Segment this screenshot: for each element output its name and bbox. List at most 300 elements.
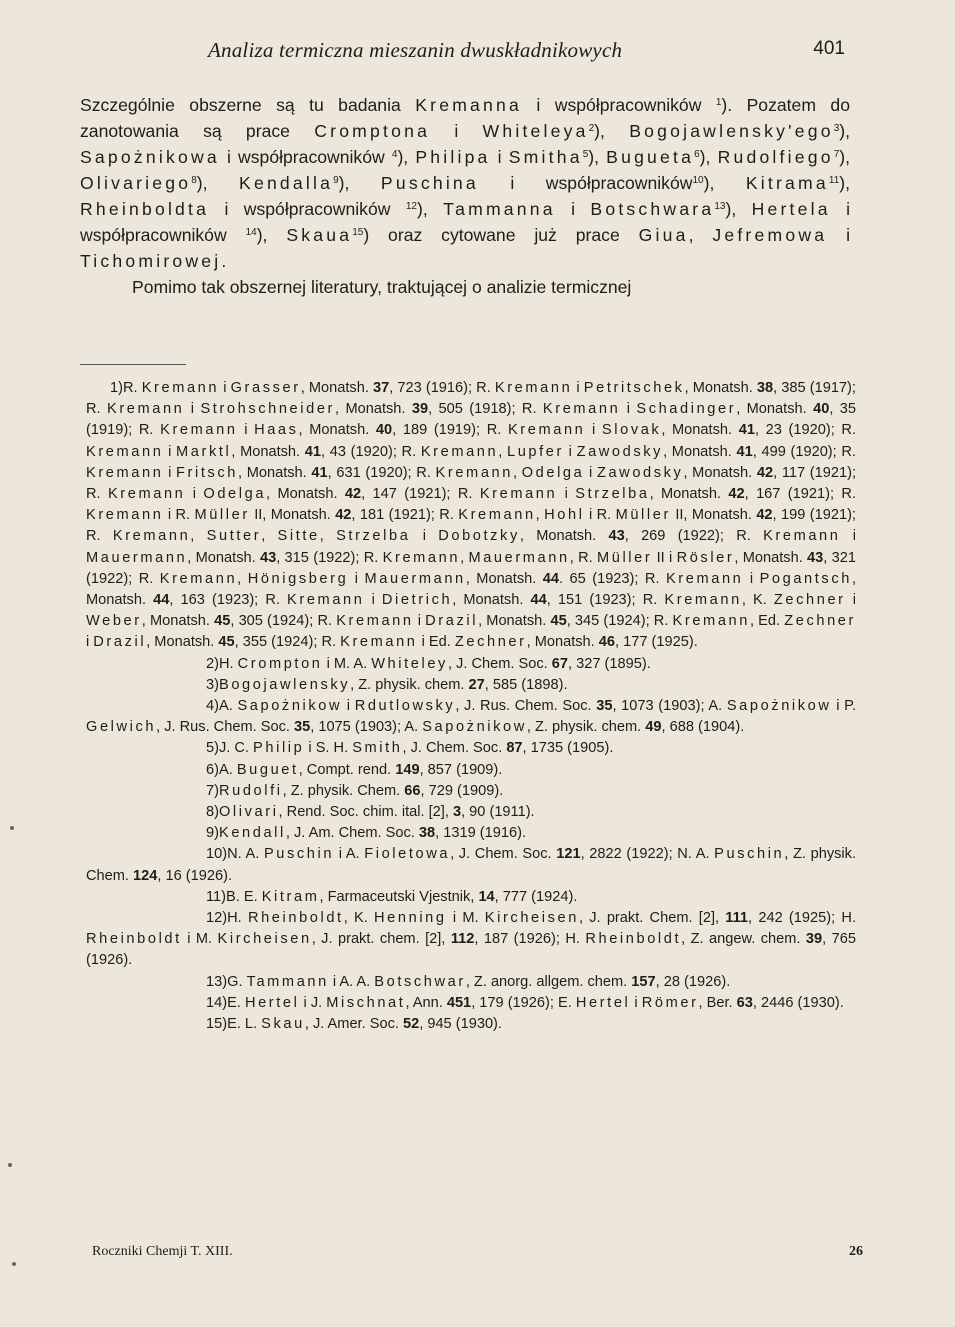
text-run: , Monatsh. <box>335 401 412 418</box>
text-run: , Monatsh. <box>298 422 376 439</box>
text-run: E. L. <box>227 1016 262 1033</box>
volume-number: 157 <box>631 973 656 990</box>
text-run: , 199 (1921); R. <box>86 507 856 545</box>
author-name: Kremann <box>86 507 164 524</box>
volume-number: 44 <box>153 592 170 609</box>
author-name: Mischnat <box>326 994 406 1011</box>
author-name: Kremann <box>106 401 185 418</box>
text-run: i <box>184 401 201 418</box>
author-name: Kircheisen <box>484 910 579 927</box>
text-run: , Monatsh. <box>187 549 260 566</box>
author-name: Kremann <box>340 634 418 651</box>
author-name: Mauermann <box>86 549 188 566</box>
footnote-ref: 9 <box>333 175 339 186</box>
text-run: , Monatsh. <box>683 464 757 481</box>
text-run: ), <box>196 173 240 193</box>
text-run: H. <box>227 910 248 927</box>
author-name: Skaua <box>286 225 353 245</box>
footnote-ref: 11 <box>828 175 840 186</box>
footnote-marker: 7) <box>206 782 219 799</box>
footnote <box>86 972 856 993</box>
text-run: ), <box>839 121 850 141</box>
volume-number: 35 <box>596 698 613 715</box>
footnote-separator <box>80 364 186 365</box>
footnote <box>86 1014 856 1035</box>
text-run: , 585 (1898). <box>484 676 568 693</box>
footnote <box>86 654 856 675</box>
author-name: Hertel <box>575 994 631 1011</box>
author-name: Odelga <box>203 486 267 503</box>
author-name: Puschina <box>380 173 479 193</box>
author-name: Hönigsberg <box>247 570 349 587</box>
text-run: , <box>460 549 469 566</box>
author-name: Zawodsky <box>596 464 684 481</box>
author-name: Zechner <box>773 592 846 609</box>
journal-name: Roczniki Chemji T. XIII. <box>92 1244 233 1259</box>
text-run: , 16 (1926). <box>157 867 233 884</box>
text-run: , Monatsh. <box>684 380 757 396</box>
text-run: , Monatsh. <box>146 634 219 651</box>
text-run: ), <box>839 147 850 167</box>
author-name: Kremann <box>672 613 750 630</box>
author-name: Sutter <box>206 528 262 545</box>
volume-number: 42 <box>344 486 362 503</box>
author-name: Kremann <box>494 380 573 396</box>
text-run: ), <box>397 147 416 167</box>
footnote-ref: 5 <box>582 149 589 160</box>
footnote-marker: 10) <box>206 846 228 863</box>
volume-number: 43 <box>259 549 277 566</box>
author-name: Kremann <box>141 380 220 396</box>
author-name: Philipa <box>415 147 491 167</box>
volume-number: 43 <box>608 528 625 545</box>
text-run: , Monatsh. <box>300 380 373 396</box>
text-run: i <box>630 994 642 1011</box>
text-run: , 242 (1925); H. <box>748 910 856 927</box>
text-run: , <box>688 225 713 245</box>
author-name: Jefremowa <box>712 225 828 245</box>
author-name: Rheinboldt <box>247 910 344 927</box>
volume-number: 35 <box>293 719 311 736</box>
text-run: , Ann. <box>405 994 447 1011</box>
text-run: E. <box>227 994 245 1011</box>
author-name: Dobotzky <box>438 528 520 545</box>
author-name: Buguet <box>236 761 299 778</box>
author-name: Sitte <box>277 528 320 545</box>
author-name: Rudolfiego <box>717 147 834 167</box>
volume-number: 124 <box>133 867 158 884</box>
text-run: , <box>237 570 248 587</box>
author-name: Kremanna <box>415 95 522 115</box>
text-run: , 189 (1919); R. <box>392 422 508 439</box>
author-name: Rheinboldt <box>585 931 682 948</box>
volume-number: 121 <box>556 846 581 863</box>
text-run: , 1075 (1903); A. <box>310 719 423 736</box>
author-name: Kremann <box>287 592 365 609</box>
author-name: Hertel <box>244 994 300 1011</box>
text-run: , J. Rus. Chem. Soc. <box>455 698 597 715</box>
author-name: Slovak <box>601 422 662 439</box>
text-run: . 65 (1923); R. <box>559 570 666 587</box>
text-run: , J. Am. Chem. Soc. <box>285 825 419 842</box>
text-run: G. <box>227 973 247 990</box>
author-name: Bogojawlensky <box>218 676 351 693</box>
text-run: , 43 (1920); R. <box>321 443 421 460</box>
text-run: i R. <box>163 507 195 524</box>
author-name: Kitram <box>261 888 320 905</box>
author-name: Philip <box>253 740 305 757</box>
footnote <box>86 993 856 1014</box>
author-name: Gelwich <box>86 719 157 736</box>
footnote <box>86 696 856 738</box>
text-run: , <box>190 528 207 545</box>
text-run: , Ber. <box>698 994 737 1011</box>
footnote <box>86 802 856 823</box>
volume-number: 38 <box>418 825 436 842</box>
text-run: , Z. physik. chem. <box>350 676 469 693</box>
author-name: Olivari <box>218 804 279 821</box>
volume-number: 66 <box>404 782 421 799</box>
volume-number: 41 <box>738 422 755 439</box>
volume-number: 42 <box>728 486 745 503</box>
footnote-marker: 6) <box>206 761 219 778</box>
text-run: ), <box>703 173 746 193</box>
text-run: , Z. physik. Chem. <box>86 846 857 884</box>
author-name: Hohl <box>544 507 585 524</box>
author-name: Botschwar <box>374 973 466 990</box>
text-run: , 315 (1922); R. <box>276 549 383 566</box>
volume-number: 46 <box>598 634 616 651</box>
footnotes <box>86 378 856 1035</box>
author-name: Kendalla <box>239 173 334 193</box>
footnote-marker: 2) <box>206 655 219 672</box>
footnote-marker: 5) <box>206 740 219 757</box>
footnote-ref: 12 <box>405 201 417 212</box>
text-run: , 355 (1924); R. <box>234 634 341 651</box>
text-run: i S. H. <box>304 740 353 757</box>
text-run: ), <box>699 147 718 167</box>
author-name: Müller <box>615 507 671 524</box>
author-name: Henning <box>374 910 447 927</box>
text-run: i M. <box>181 931 218 948</box>
footnote <box>86 781 856 802</box>
text-run: ), <box>588 147 607 167</box>
text-run: i <box>348 570 365 587</box>
author-name: Puschin <box>714 846 785 863</box>
text-run: , 90 (1911). <box>461 804 535 821</box>
author-name: Zechner <box>454 634 527 651</box>
text-run: i współpracowników <box>478 173 693 193</box>
text-run: , Monatsh. <box>266 486 345 503</box>
author-name: Kitrama <box>745 173 829 193</box>
author-name: Smitha <box>508 147 583 167</box>
text-run: , 147 (1921); R. <box>361 486 480 503</box>
text-run: , 1735 (1905). <box>522 740 614 757</box>
text-run: , 187 (1926); H. <box>474 931 586 948</box>
footnote-marker: 12) <box>206 910 228 927</box>
text-run: , 177 (1925). <box>615 634 698 651</box>
author-name: Mauermann <box>364 570 466 587</box>
volume-number: 39 <box>411 401 429 418</box>
volume-number: 42 <box>335 507 352 524</box>
text-run: . <box>221 251 227 271</box>
author-name: Fritsch <box>176 464 238 481</box>
footnote-marker: 8) <box>206 804 219 821</box>
sheet-number: 26 <box>849 1244 863 1259</box>
footnote <box>86 887 856 908</box>
text-run: , R. <box>569 549 597 566</box>
text-run: , Ed. <box>749 613 785 630</box>
text-run: i A. <box>334 846 365 863</box>
text-run: , Monatsh. <box>478 613 551 630</box>
footnote-marker: 3) <box>206 676 219 693</box>
text-run: , 385 (1917); R. <box>86 380 856 418</box>
footnote-marker: 15) <box>206 1016 228 1033</box>
footnote-marker: 1) <box>110 380 123 396</box>
author-name: Cromptona <box>314 121 431 141</box>
footnote <box>86 378 856 654</box>
author-name: Haas <box>254 422 299 439</box>
footnote <box>86 760 856 781</box>
text-run: i <box>555 199 591 219</box>
volume-number: 37 <box>372 380 390 396</box>
volume-number: 41 <box>736 443 753 460</box>
text-run: i M. <box>446 910 485 927</box>
author-name: Kremann <box>336 613 414 630</box>
author-name: Petritschek <box>583 380 685 396</box>
text-run: ), <box>594 121 630 141</box>
author-name: Strzelba <box>575 486 650 503</box>
author-name: Botschwara <box>590 199 715 219</box>
text-run: , Monatsh. <box>526 634 599 651</box>
text-run: , Monatsh. <box>661 422 739 439</box>
text-run: , 167 (1921); R. <box>744 486 856 503</box>
text-run: N. A. <box>227 846 264 863</box>
volume-number: 41 <box>311 464 328 481</box>
author-name: Rheinboldt <box>86 931 182 948</box>
paragraph <box>80 92 850 274</box>
footnote-ref: 15 <box>352 227 364 238</box>
page-number: 401 <box>813 38 845 59</box>
author-name: Olivariego <box>80 173 192 193</box>
author-name: Sapożnikow <box>237 698 343 715</box>
page-header <box>80 38 845 68</box>
text-run: i współpracowników <box>522 95 716 115</box>
text-run: i <box>557 486 576 503</box>
text-run: i <box>185 486 204 503</box>
scan-speck <box>10 826 14 830</box>
text-run: , Z. physik. Chem. <box>282 782 405 799</box>
text-run: i <box>584 464 597 481</box>
text-run: , J. prakt. chem. [2], <box>311 931 451 948</box>
author-name: Rudolfi <box>218 782 283 799</box>
text-run: , Z. anorg. allgem. chem. <box>465 973 632 990</box>
volume-number: 87 <box>506 740 523 757</box>
author-name: Kremann <box>420 443 499 460</box>
author-name: Strzelba <box>336 528 411 545</box>
text-run: , 857 (1909). <box>419 761 503 778</box>
scan-speck <box>8 1163 12 1167</box>
scan-speck <box>12 1262 16 1266</box>
footnote-ref: 2 <box>588 123 595 134</box>
author-name: Crompton <box>237 655 323 672</box>
author-name: Römer <box>641 994 699 1011</box>
text-run: R. <box>122 380 142 396</box>
footnote-ref: 7 <box>833 149 840 160</box>
text-run: , 777 (1924). <box>494 888 578 905</box>
author-name: Whiteley <box>371 655 448 672</box>
volume-number: 43 <box>807 549 824 566</box>
text-run: , Z. physik. chem. <box>526 719 646 736</box>
author-name: Tammann <box>246 973 329 990</box>
text-run: , 181 (1921); R. <box>351 507 459 524</box>
author-name: Kremann <box>542 401 621 418</box>
text-run: i Ed. <box>417 634 455 651</box>
footnote-marker: 9) <box>206 825 219 842</box>
volume-number: 67 <box>551 655 568 672</box>
author-name: Rdutlowsky <box>354 698 456 715</box>
text-run: , Farmaceutski Vjestnik, <box>319 888 479 905</box>
text-run: i <box>620 401 637 418</box>
text-run: i A. A. <box>328 973 375 990</box>
text-run: i <box>219 380 231 396</box>
author-name: Sapożnikow <box>726 698 832 715</box>
text-run: i współpracowników <box>219 147 392 167</box>
page-footer <box>92 1244 863 1266</box>
author-name: Skau <box>261 1016 305 1033</box>
footnote-ref: 6 <box>694 149 700 160</box>
volume-number: 14 <box>478 888 495 905</box>
author-name: Fioletowa <box>364 846 451 863</box>
author-name: Müller <box>194 507 250 524</box>
text-run: i <box>163 464 176 481</box>
text-run: i współpracowników <box>80 199 851 245</box>
text-run: i <box>86 634 94 651</box>
text-run: , K. <box>343 910 375 927</box>
text-run: , 345 (1924); R. <box>566 613 673 630</box>
text-run: A. <box>218 698 238 715</box>
text-run: , 505 (1918); R. <box>428 401 543 418</box>
footnote-marker: 14) <box>206 994 228 1011</box>
text-run: , J. Chem. Soc. <box>447 655 552 672</box>
text-run: i <box>430 121 483 141</box>
volume-number: 39 <box>805 931 823 948</box>
text-run: i <box>413 613 426 630</box>
text-run: J. C. <box>218 740 254 757</box>
text-run: i <box>410 528 439 545</box>
text-run: ), <box>416 199 444 219</box>
text-run: , <box>319 528 337 545</box>
text-run: H. <box>218 655 238 672</box>
author-name: Pogantsch <box>759 570 852 587</box>
text-run: i <box>572 380 584 396</box>
text-run: i P. <box>831 698 856 715</box>
text-run: , Monatsh. <box>734 549 808 566</box>
author-name: Lupfer <box>506 443 564 460</box>
author-name: Giua <box>638 225 689 245</box>
volume-number: 49 <box>645 719 662 736</box>
footnote-ref: 10 <box>692 175 704 186</box>
author-name: Tichomirowej <box>80 251 222 271</box>
text-run: Pomimo tak obszernej literatury, traktującej o analizie termicznej <box>132 277 632 297</box>
text-run: , 688 (1904). <box>661 719 745 736</box>
text-run: , Monatsh. <box>736 401 814 418</box>
volume-number: 52 <box>402 1016 420 1033</box>
footnote-marker: 4) <box>206 698 219 715</box>
footnote <box>86 823 856 844</box>
author-name: Kremann <box>665 570 744 587</box>
text-run: , J. prakt. Chem. [2], <box>578 910 726 927</box>
text-run: , Monatsh. <box>519 528 609 545</box>
text-run: , 305 (1924); R. <box>230 613 337 630</box>
text-run: i <box>342 698 355 715</box>
author-name: Sapożnikowa <box>80 147 220 167</box>
author-name: Puschin <box>263 846 335 863</box>
text-run: , 1073 (1903); A. <box>612 698 727 715</box>
text-run: , Monatsh. <box>465 570 543 587</box>
volume-number: 42 <box>756 464 774 481</box>
volume-number: 451 <box>446 994 472 1011</box>
text-run: , 151 (1923); R. <box>546 592 665 609</box>
author-name: Kremann <box>435 464 513 481</box>
text-run: i <box>840 528 857 545</box>
volume-number: 27 <box>468 676 485 693</box>
text-run: , 327 (1895). <box>568 655 651 672</box>
volume-number: 40 <box>813 401 830 418</box>
text-run: , 765 (1926). <box>86 931 856 969</box>
text-run: i <box>743 570 760 587</box>
text-run: ), <box>256 225 287 245</box>
volume-number: 38 <box>756 380 774 396</box>
author-name: Whiteleya <box>482 121 589 141</box>
author-name: Kremann <box>382 549 461 566</box>
text-run: i <box>845 592 856 609</box>
author-name: Mauermann <box>468 549 570 566</box>
text-run: , 321 (1922); R. <box>86 549 856 587</box>
author-name: Tammanna <box>443 199 556 219</box>
author-name: Schadinger <box>636 401 737 418</box>
text-run: ), <box>725 199 752 219</box>
footnote-ref: 4 <box>391 149 398 160</box>
text-run: i współpracowników <box>209 199 406 219</box>
volume-number: 149 <box>395 761 420 778</box>
author-name: Weber <box>86 613 142 630</box>
text-run: , 945 (1930). <box>419 1016 502 1033</box>
text-run: ), <box>338 173 381 193</box>
author-name: Kremann <box>86 443 164 460</box>
footnote-ref: 1 <box>715 97 722 108</box>
author-name: Drazil <box>425 613 479 630</box>
text-run: II i <box>652 549 677 566</box>
footnote-ref: 3 <box>833 123 840 134</box>
volume-number: 41 <box>304 443 322 460</box>
text-run: ). Pozatem do zanotowania są prace <box>80 95 850 141</box>
footnote-marker: 13) <box>206 973 228 990</box>
volume-number: 111 <box>725 910 749 927</box>
volume-number: 45 <box>214 613 231 630</box>
text-run: Szczególnie obszerne są tu badania <box>80 95 416 115</box>
text-run: , <box>512 464 522 481</box>
text-run: , 163 (1923); R. <box>169 592 288 609</box>
volume-number: 112 <box>450 931 475 948</box>
text-run: , 117 (1921); R. <box>86 464 856 503</box>
text-run: , J. Amer. Soc. <box>304 1016 403 1033</box>
text-run: i <box>827 225 851 245</box>
text-run: , 179 (1926); E. <box>471 994 576 1011</box>
volume-number: 40 <box>375 422 393 439</box>
author-name: Kremann <box>664 592 742 609</box>
text-run: , 2822 (1922); N. A. <box>580 846 715 863</box>
